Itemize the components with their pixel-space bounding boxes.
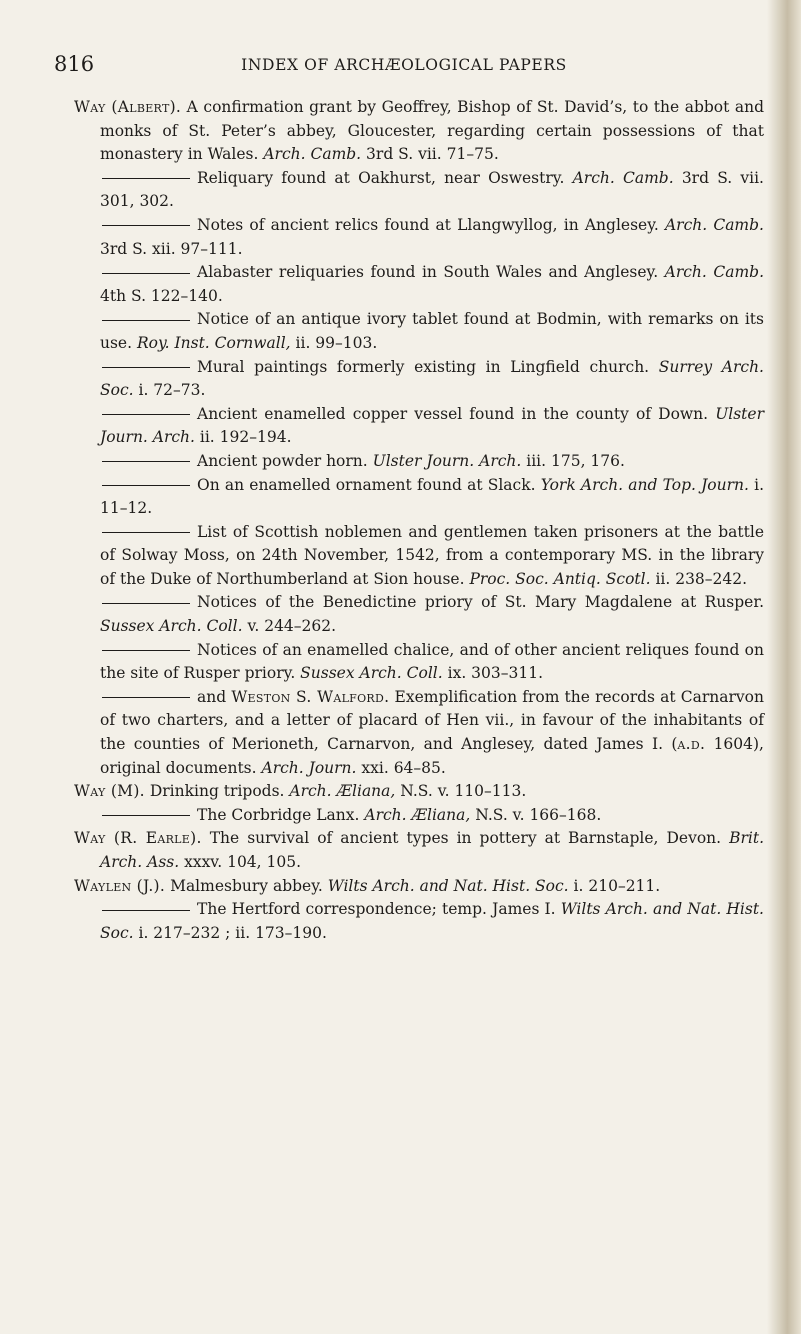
index-entry (74, 214, 764, 261)
entry-text: and (197, 687, 232, 706)
ditto-dash (102, 532, 190, 533)
entry-text: The Hertford correspondence; temp. James I. (197, 900, 561, 919)
ditto-dash (102, 910, 190, 911)
entry-text: Mural paintings formerly existing in Lingfield church. (197, 357, 659, 376)
index-entry (74, 356, 764, 403)
index-entry (74, 780, 764, 804)
entry-text: Exemplification from the records at Carnarvon of two charters, and a letter of placard of Hen vii., in favour of the inhabitants of the counties of Merioneth, Carnarvon, and Anglesey, dated James I. ( (100, 687, 764, 754)
ditto-dash (102, 178, 190, 179)
entry-journal: Arch. Æliana, (364, 805, 471, 824)
entry-coauthor: Weston S. Walford. (231, 687, 390, 706)
index-entries (74, 96, 764, 945)
entry-volume: iii. 175, 176. (521, 451, 625, 470)
page-header (54, 52, 754, 78)
index-entry (74, 686, 764, 780)
entry-text: Alabaster reliquaries found in South Wales and Anglesey. (197, 263, 665, 282)
entry-journal: Roy. Inst. Cornwall, (136, 333, 291, 352)
entry-volume: ii. 192–194. (194, 428, 292, 447)
page-number: 816 (54, 52, 95, 76)
entry-volume: ii. 99–103. (290, 333, 378, 352)
ditto-dash (102, 273, 190, 274)
entry-journal: Arch. Camb. (664, 215, 764, 234)
entry-text: Ancient enamelled copper vessel found in the county of Down. (197, 404, 716, 423)
ditto-dash (102, 485, 190, 486)
entry-volume: xxxv. 104, 105. (179, 853, 302, 871)
entry-volume: i. 210–211. (568, 876, 661, 895)
ditto-dash (102, 815, 190, 816)
index-entry (74, 450, 764, 474)
ditto-dash (102, 697, 190, 698)
entry-text: Ancient powder horn. (197, 451, 373, 470)
entry-volume: ix. 303–311. (442, 664, 544, 683)
entry-volume: i. 11–12. (100, 475, 765, 518)
index-entry (74, 639, 764, 686)
entry-journal: Arch. Æliana, (289, 782, 396, 801)
entry-volume: ii. 238–242. (650, 569, 748, 588)
entry-journal: Surrey Arch. Soc. (100, 357, 764, 400)
entry-journal: Ulster Journ. Arch. (100, 404, 764, 447)
entry-journal: Brit. Arch. Ass. (100, 829, 764, 871)
entry-author: Waylen (J.). (74, 876, 166, 895)
entry-journal: Sussex Arch. Coll. (300, 664, 443, 683)
entry-text: Notices of an enamelled chalice, and of other ancient reliques found on the site of Rusper priory. (100, 640, 764, 683)
entry-volume: v. 244–262. (242, 617, 337, 636)
entry-volume: xxi. 64–85. (356, 758, 446, 777)
entry-journal: Arch. Camb. (263, 145, 362, 164)
entry-journal: York Arch. and Top. Journ. (540, 475, 749, 494)
entry-text: The survival of ancient types in pottery at Barnstaple, Devon. (201, 829, 730, 848)
entry-text: Reliquary found at Oakhurst, near Oswestry. (197, 168, 573, 187)
entry-journal: Arch. Journ. (261, 758, 357, 777)
index-entry (74, 261, 764, 308)
entry-author: Way (Albert). (74, 98, 182, 116)
entry-text: 1604), original documents. (100, 735, 764, 777)
entry-era: a.d. (677, 735, 706, 754)
index-entry (74, 827, 764, 874)
entry-volume: 3rd S. xii. 97–111. (100, 239, 243, 258)
index-entry (74, 403, 764, 450)
entry-text: Malmesbury abbey. (165, 876, 328, 895)
entry-volume: N.S. v. 110–113. (395, 782, 527, 801)
ditto-dash (102, 225, 190, 226)
entry-journal: Arch. Camb. (572, 168, 674, 187)
entry-journal: Ulster Journ. Arch. (372, 451, 522, 470)
entry-volume: 3rd S. vii. 301, 302. (100, 168, 764, 211)
entry-text: A confirmation grant by Geoffrey, Bishop of St. David’s, to the abbot and monks of St. Peter’s abbey, Gloucester, regarding certain possessions of that monastery in Wales. (100, 98, 765, 164)
entry-volume: 4th S. 122–140. (100, 286, 223, 305)
entry-volume: 3rd S. vii. 71–75. (361, 145, 499, 164)
entry-journal: Wilts Arch. and Nat. Hist. Soc. (327, 876, 569, 895)
index-entry (74, 875, 764, 899)
index-entry (74, 167, 764, 214)
entry-text: Drinking tripods. (144, 782, 290, 801)
entry-text: The Corbridge Lanx. (197, 805, 365, 824)
entry-volume: N.S. v. 166–168. (470, 805, 602, 824)
ditto-dash (102, 650, 190, 651)
entry-text: On an enamelled ornament found at Slack. (197, 475, 541, 494)
running-head: INDEX OF ARCHÆOLOGICAL PAPERS (241, 56, 567, 74)
index-entry (74, 474, 764, 521)
entry-text: Notices of the Benedictine priory of St. Mary Magdalene at Rusper. (197, 593, 764, 612)
index-entry (74, 308, 764, 355)
index-entry (74, 521, 764, 592)
page-edge-shadow (767, 0, 801, 1334)
entry-text: List of Scottish noblemen and gentlemen taken prisoners at the battle of Solway Moss, on 24th November, 1542, from a contemporary MS. in the library of the Duke of Northumberland at Sion house. (100, 522, 764, 588)
ditto-dash (102, 320, 190, 321)
index-entry (74, 804, 764, 828)
ditto-dash (102, 414, 190, 415)
ditto-dash (102, 367, 190, 368)
entry-author: Way (M). (74, 782, 145, 801)
entry-author: Way (R. Earle). (74, 829, 202, 848)
entry-text: Notes of ancient relics found at Llangwyllog, in Anglesey. (197, 215, 665, 234)
entry-volume: i. 72–73. (133, 381, 206, 400)
entry-volume: i. 217–232 ; ii. 173–190. (133, 923, 327, 942)
entry-journal: Arch. Camb. (664, 263, 764, 282)
index-entry (74, 96, 764, 167)
ditto-dash (102, 461, 190, 462)
entry-journal: Wilts Arch. and Nat. Hist. Soc. (100, 900, 764, 942)
ditto-dash (102, 603, 190, 604)
entry-journal: Proc. Soc. Antiq. Scotl. (469, 569, 651, 588)
index-entry (74, 898, 764, 945)
entry-journal: Sussex Arch. Coll. (100, 617, 243, 636)
index-entry (74, 591, 764, 638)
entry-text: Notice of an antique ivory tablet found at Bodmin, with remarks on its use. (100, 310, 764, 352)
